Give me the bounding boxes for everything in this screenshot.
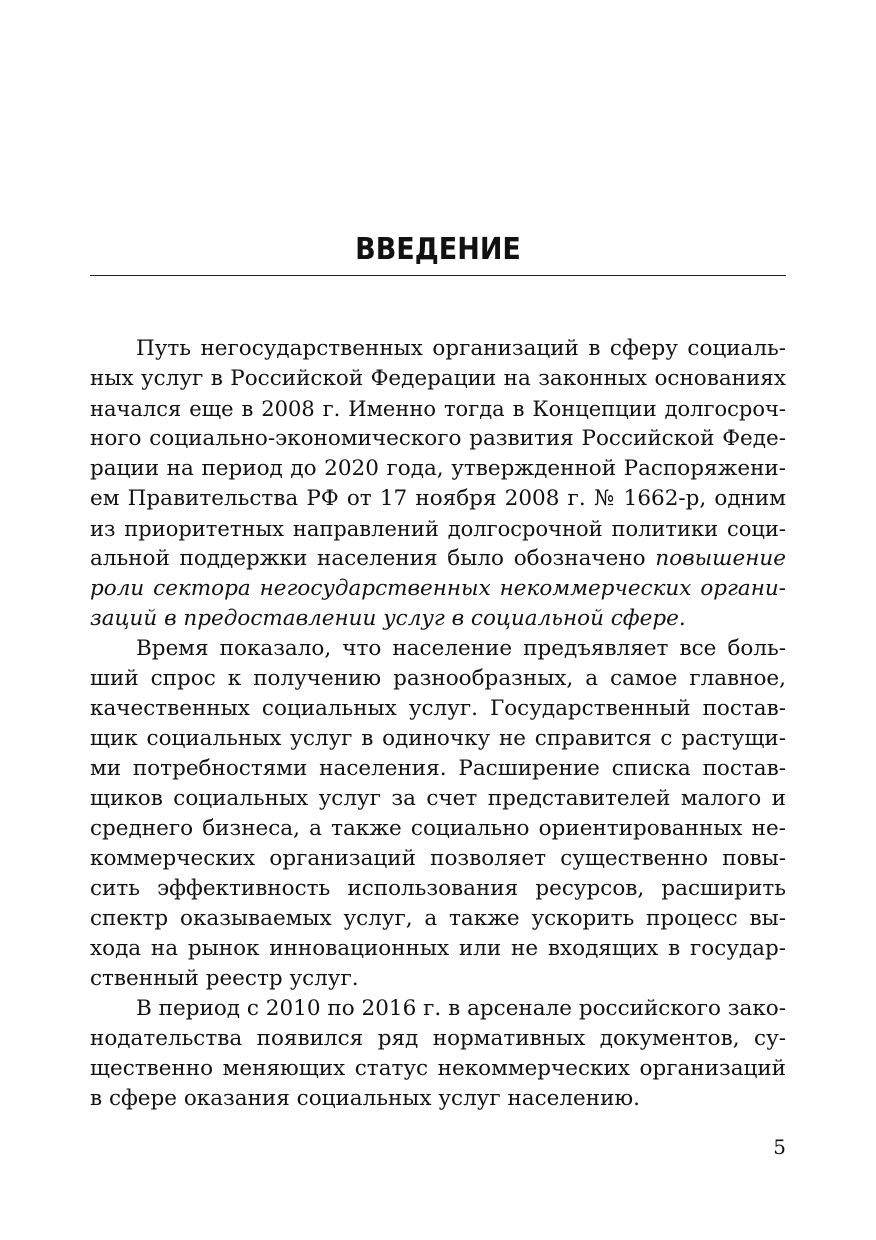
text-line: хода на рынок инновационных или не входящих в государ- <box>90 936 786 961</box>
text-line: из приоритетных направлений долгосрочной политики соци- <box>90 517 786 541</box>
text-line: рации на период до 2020 года, утвержденной Распоряжени- <box>90 456 786 481</box>
text-line: ного социально-экономического развития Российской Феде- <box>90 426 786 451</box>
text-line: в сфере оказания социальных услуг населению. <box>90 1086 640 1111</box>
emphasis-text: заций в предоставлении услуг в социальной сфере <box>90 606 679 631</box>
text-line: коммерческих организаций позволяет существенно повы- <box>90 846 786 871</box>
text-line: щиков социальных услуг за счет представителей малого и <box>90 786 786 811</box>
text-line: В период с 2010 по 2016 г. в арсенале российского зако- <box>136 996 786 1021</box>
text-line: качественных социальных услуг. Государственный постав- <box>90 696 786 721</box>
text-line <box>90 544 786 574</box>
text-line: спектр оказываемых услуг, а также ускорить процесс вы- <box>90 906 786 931</box>
text-line: начался еще в 2008 г. Именно тогда в Концепции долгосроч- <box>90 397 786 421</box>
text-line: ем Правительства РФ от 17 ноября 2008 г. № 1662-р, одним <box>90 486 786 511</box>
paragraph-2 <box>90 634 786 994</box>
text-line: сить эффективность использования ресурсов, расширить <box>90 876 786 901</box>
text-line: ных услуг в Российской Федерации на законных основаниях <box>90 366 786 391</box>
text-line: щественно меняющих статус некоммерческих организаций <box>90 1056 786 1081</box>
text-line: ственный реестр услуг. <box>90 966 359 991</box>
text-line <box>90 574 786 604</box>
text-line: среднего бизнеса, а также социально ориентированных не- <box>90 816 786 841</box>
text-line <box>90 604 786 634</box>
text-line: нодательства появился ряд нормативных документов, су- <box>90 1026 786 1051</box>
paragraph-3 <box>90 994 786 1114</box>
text-line: ми потребностями населения. Расширение списка постав- <box>90 756 786 781</box>
title-divider <box>90 275 786 276</box>
page-title: ВВЕДЕНИЕ <box>355 232 521 267</box>
text-line: Время показало, что население предъявляет все боль- <box>136 636 786 661</box>
emphasis-text: повышение <box>655 546 786 571</box>
text-line: щик социальных услуг в одиночку не справится с растущи- <box>90 726 786 751</box>
paragraph-1 <box>90 334 786 634</box>
emphasis-text: роли сектора негосударственных некоммерческих органи- <box>90 576 786 601</box>
text-line: Путь негосударственных организаций в сферу социаль- <box>136 336 786 361</box>
text-plain: . <box>678 606 686 631</box>
body-text <box>90 334 786 1114</box>
text-plain: альной поддержки населения было обозначено <box>90 546 656 571</box>
text-line: ший спрос к получению разнообразных, а самое главное, <box>90 666 786 691</box>
page-number: 5 <box>773 1135 786 1159</box>
